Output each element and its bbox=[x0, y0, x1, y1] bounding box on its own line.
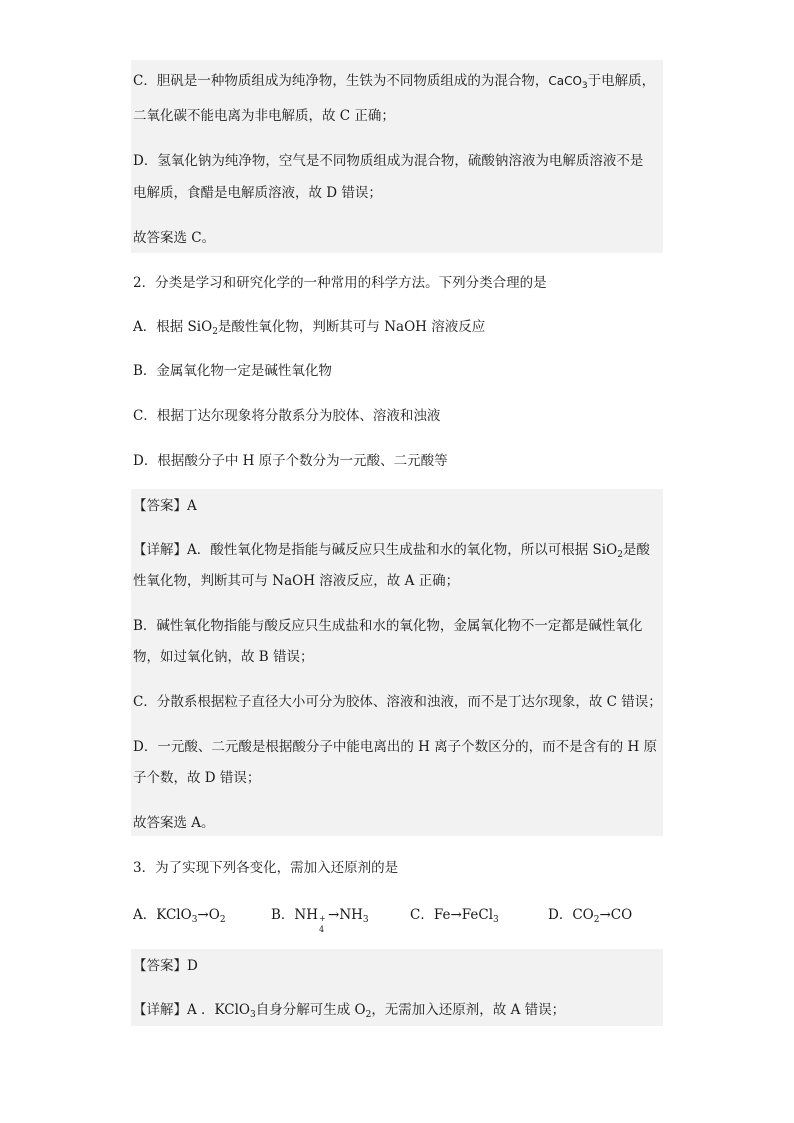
option-a: A．$KClO_3\to O_2$ bbox=[133, 907, 226, 925]
question-stem: 2．分类是学习和研究化学的一种常用的科学方法。下列分类合理的是 bbox=[133, 275, 547, 291]
formula: CaCO$_3$ bbox=[548, 74, 588, 91]
option-c: C．Fe→FeCl$_3$ bbox=[410, 907, 499, 925]
option-d: D．根据酸分子中 H 原子个数分为一元酸、二元酸等 bbox=[133, 453, 448, 469]
option-b: B．NH + 4 $\to NH_3$ bbox=[271, 907, 369, 934]
answer-label: 【答案】A bbox=[133, 498, 197, 514]
detail-line: 子个数，故 D 错误； bbox=[133, 770, 261, 786]
detail-line: B．碱性氧化物指能与酸反应只生成盐和水的氧化物，金属氧化物不一定都是碱性氧化 bbox=[133, 618, 643, 634]
detail-line: 【详解】A．酸性氧化物是指能与碱反应只生成盐和水的氧化物，所以可根据 SiO$_2$是酸 bbox=[133, 542, 650, 560]
option-c: C．根据丁达尔现象将分散系分为胶体、溶液和浊液 bbox=[133, 408, 441, 424]
conclusion: 故答案选 C。 bbox=[133, 230, 216, 246]
detail-line: C．分散系根据粒子直径大小可分为胶体、溶液和浊液，而不是丁达尔现象，故 C 错误； bbox=[133, 694, 662, 710]
text-line: C．胆矾是一种物质组成为纯净物，生铁为不同物质组成的为混合物，CaCO$_3$于电解质， bbox=[133, 73, 656, 91]
text-line: 二氧化碳不能电离为非电解质，故 C 正确； bbox=[133, 108, 395, 124]
text-line: D．氢氧化钠为纯净物，空气是不同物质组成为混合物，硫酸钠溶液为电解质溶液不是 bbox=[133, 153, 644, 169]
option-b: B．金属氧化物一定是碱性氧化物 bbox=[133, 363, 332, 379]
option-d: D．$CO_2\to CO$ bbox=[548, 907, 633, 925]
detail-line: 【详解】A ．KClO$_3$自身分解可生成 $O_2$，无需加入还原剂，故 A 错误； bbox=[133, 1002, 566, 1020]
text-line: 电解质，食醋是电解质溶液，故 D 错误； bbox=[133, 185, 382, 201]
conclusion: 故答案选 A。 bbox=[133, 815, 215, 831]
option-a: A．根据 SiO$_2$是酸性氧化物，判断其可与 NaOH 溶液反应 bbox=[133, 319, 486, 337]
detail-line: D．一元酸、二元酸是根据酸分子中能电离出的 H 离子个数区分的，而不是含有的 H 原 bbox=[133, 739, 658, 755]
question-stem: 3．为了实现下列各变化，需加入还原剂的是 bbox=[133, 860, 399, 876]
detail-line: 物，如过氧化钠，故 B 错误； bbox=[133, 649, 314, 665]
answer-label: 【答案】D bbox=[133, 958, 198, 974]
detail-line: 性氧化物，判断其可与 NaOH 溶液反应，故 A 正确； bbox=[133, 573, 460, 589]
